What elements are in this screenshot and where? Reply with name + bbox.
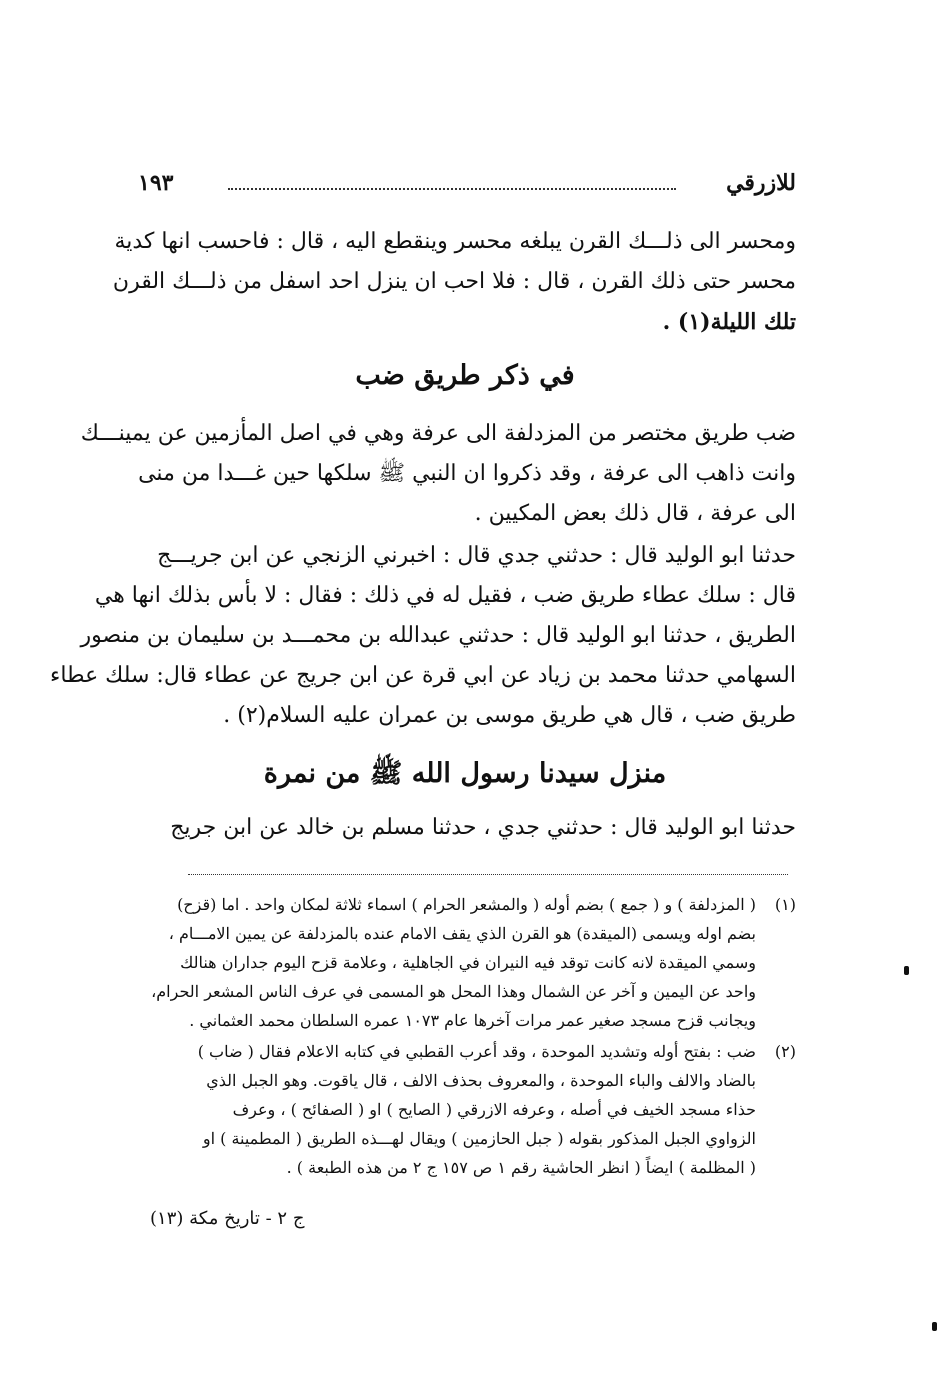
header-dot-leader — [228, 188, 676, 190]
footnote-line: ( المظلمة ) ايضاً ( انظر الحاشية رقم ١ ص ١٥٧ ج ٢ من هذه الطبعة ) . — [286, 1158, 756, 1177]
dabb-road-paragraph — [80, 414, 796, 534]
continuation-paragraph — [112, 222, 796, 342]
text-line: الى عرفة ، قال ذلك بعض المكيين . — [474, 501, 796, 526]
footnote-1 — [134, 890, 796, 1035]
footnote-separator — [188, 874, 788, 875]
footnote-line — [134, 890, 796, 919]
section-heading-namira: منزل سيدنا رسول الله ﷺ من نمرة — [263, 758, 667, 789]
footnote-line — [134, 1037, 796, 1066]
footnote-text: ( المزدلفة ) و ( جمع ) بضم أوله ( والمشعر الحرام ) اسماء ثلاثة لمكان واحد . اما (قزح) — [177, 895, 756, 914]
footnote-2 — [134, 1037, 796, 1182]
footnote-line: وسمي الميقدة لانه كانت توقد فيه النيران في الجاهلية ، وعلامة قزح اليوم جداران هنالك — [180, 953, 756, 972]
footnote-line: الزواوي الجبل المذكور بقوله ( جبل الحازمين ) ويقال لهـــذه الطريق ( المطمينة ) او — [202, 1129, 756, 1148]
scan-speck — [932, 1322, 937, 1331]
page-number: ١٩٣ — [138, 170, 174, 196]
text-line: ومحسر الى ذلـــك القرن يبلغه محسر وينقطع اليه ، قال : فاحسب انها كدية — [114, 229, 796, 254]
running-header — [138, 170, 796, 202]
text-line: حدثنا ابو الوليد قال : حدثني جدي قال : اخبرني الزنجي عن ابن جريـــج — [157, 543, 796, 568]
namira-paragraph — [134, 808, 796, 848]
footnote-text: ضب : بفتح أوله وتشديد الموحدة ، وقد أعرب القطبي في كتابه الاعلام فقال ( ضاب ) — [197, 1042, 756, 1061]
text-line: ضب طريق مختصر من المزدلفة الى عرفة وهي في اصل المأزمين عن يمينـــك — [80, 421, 796, 446]
printer-signature: ج ٢ - تاريخ مكة (١٣) — [150, 1208, 305, 1229]
text-line: طريق ضب ، قال هي طريق موسى بن عمران عليه السلام(٢) . — [223, 703, 796, 728]
footnote-line: ويجانب قزح مسجد صغير عمر مرات آخرها عام ١٠٧٣ عمره السلطان محمد العثماني . — [189, 1011, 756, 1030]
footnote-number: (١) — [774, 895, 796, 914]
footnote-line: واحد عن اليمين و آخر عن الشمال وهذا المحل هو المسمى في عرف الناس المشعر الحرام، — [151, 982, 756, 1001]
section-heading-dabb-road: في ذكر طريق ضب — [355, 360, 575, 391]
text-line: الطريق ، حدثنا ابو الوليد قال : حدثني عبدالله بن محمـــد بن سليمان بن منصور — [80, 623, 796, 648]
text-line: محسر حتى ذلك القرن ، قال : فلا احب ان ينزل احد اسفل من ذلـــك القرن — [112, 269, 796, 294]
scan-speck — [904, 966, 909, 975]
text-line: قال : سلك عطاء طريق ضب ، فقيل له في ذلك : فقال : لا بأس بذلك انها هي — [94, 583, 796, 608]
text-line: تلك الليلة(١) . — [662, 309, 796, 335]
footnote-line: بضم اوله ويسمى (الميقدة) هو القرن الذي يقف الامام عنده بالمزدلفة عن يمين الامـــام ، — [168, 924, 756, 943]
text-line: حدثنا ابو الوليد قال : حدثني جدي ، حدثنا مسلم بن خالد عن ابن جريج — [170, 815, 796, 840]
text-line: وانت ذاهب الى عرفة ، وقد ذكروا ان النبي ﷺ سلكها حين غـــدا من منى — [138, 461, 796, 486]
footnote-line: بالضاد والالف والباء الموحدة ، والمعروف بحذف الالف ، قال ياقوت. وهو الجبل الذي — [206, 1071, 756, 1090]
footnote-number: (٢) — [774, 1042, 796, 1061]
hadith-paragraph — [49, 536, 796, 736]
footnote-line: حذاء مسجد الخيف في أصله ، وعرفه الازرقي ( الصايح ) او ( الصفائح ) ، وعرف — [232, 1100, 756, 1119]
running-title: للازرقي — [726, 170, 796, 196]
text-line: السهامي حدثنا محمد بن زياد عن ابي قرة عن ابن جريج عن عطاء قال: سلك عطاء — [49, 663, 796, 688]
